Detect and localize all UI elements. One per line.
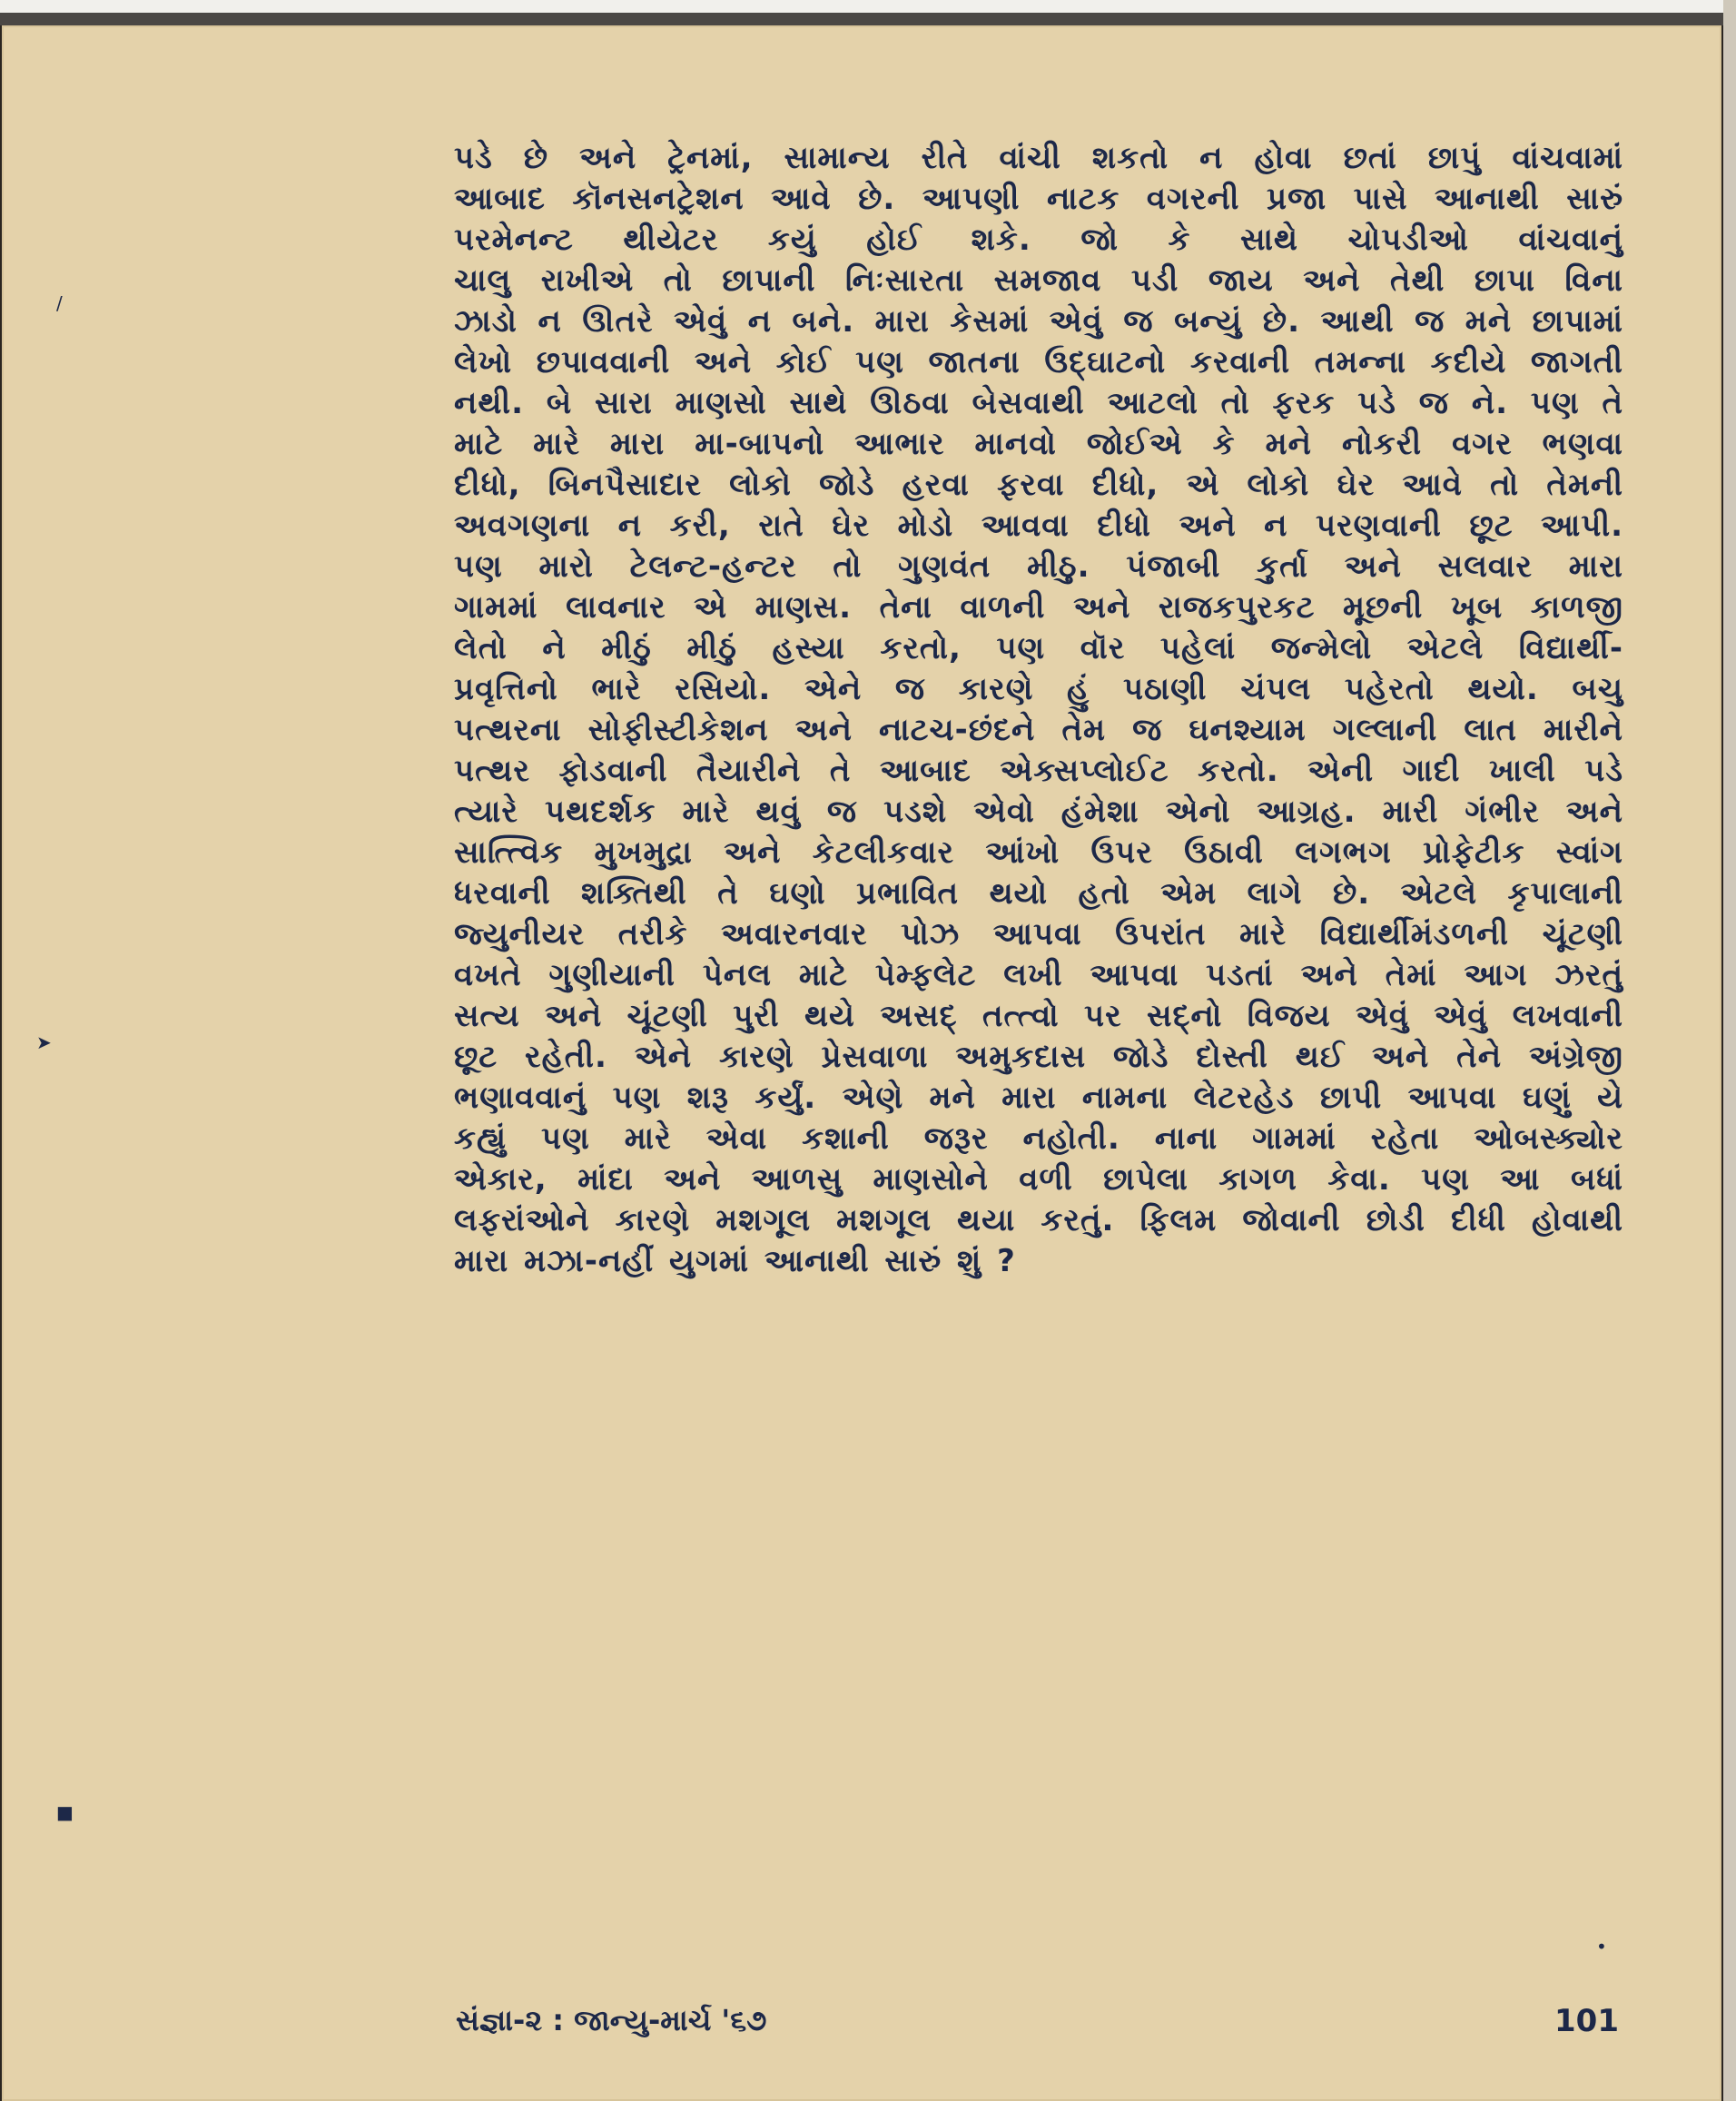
text-line: જ્યુનીયર તરીકે અવારનવાર પોઝ આપવા ઉપરાંત મારે વિદ્યાર્થીમંડળની ચૂંટણી [454,916,1623,952]
margin-mark: • [1596,1936,1607,1958]
text-line: પ્રવૃત્તિનો ભારે રસિયો. એને જ કારણે હું પઠાણી ચંપલ પહેરતો થયો. બચુ [454,671,1623,707]
text-line: મારા મઝા-નહીં યુગમાં આનાથી સારું શું ? [454,1243,1016,1279]
text-line: છૂટ રહેતી. એને કારણે પ્રેસવાળા અમુકદાસ જોડે દોસ્તી થઈ અને તેને અંગ્રેજી [454,1039,1623,1075]
text-line: લેતો ને મીઠું મીઠું હસ્યા કરતો, પણ વૉર પહેલાં જન્મેલો એટલે વિદ્યાર્થી- [454,630,1623,666]
text-line: ચાલુ રાખીએ તો છાપાની નિઃસારતા સમજાવ પડી જાય અને તેથી છાપા વિના [454,262,1623,299]
text-line: પરમેનન્ટ થીયેટર કયું હોઈ શકે. જો કે સાથે ચોપડીઓ વાંચવાનું [454,222,1623,258]
text-line: આબાદ કૉનસનટ્રેશન આવે છે. આપણી નાટક વગરની પ્રજા પાસે આનાથી સારું [454,181,1623,217]
scan-top-strip [0,0,1736,13]
scan-top-band [0,13,1725,25]
text-line: માટે મારે મારા મા-બાપનો આભાર માનવો જોઈએ કે મને નોકરી વગર ભણવા [454,426,1623,462]
text-line: પણ મારો ટેલન્ટ-હન્ટર તો ગુણવંત મીઠુ. પંજાબી કુર્તા અને સલવાર મારા [454,548,1623,585]
text-line: લેખો છપાવવાની અને કોઈ પણ જાતના ઉદ્ઘાટનો કરવાની તમન્ના કદીયે જાગતી [454,344,1623,380]
page-number: 101 [1554,2003,1619,2039]
text-line: કહ્યું પણ મારે એવા કશાની જરૂર નહોતી. નાના ગામમાં રહેતા ઓબસ્ક્યોર [454,1120,1623,1157]
body-paragraph [454,138,1623,1282]
text-line: દીધો, બિનપૈસાદાર લોકો જોડે હરવા ફરવા દીધો, એ લોકો ઘેર આવે તો તેમની [454,467,1623,503]
text-line: લફરાંઓને કારણે મશગૂલ મશગૂલ થયા કરતું. ફિલમ જોવાની છોડી દીધી હોવાથી [454,1202,1623,1238]
text-line: એકાર, માંદા અને આળસુ માણસોને વળી છાપેલા કાગળ કેવા. પણ આ બધાં [454,1161,1623,1198]
text-line: પત્થર ફોડવાની તૈયારીને તે આબાદ એક્સપ્લોઈટ કરતો. એની ગાદી ખાલી પડે [454,753,1623,789]
text-line: વખતે ગુણીયાની પેનલ માટે પેમ્ફલેટ લખી આપવા પડતાં અને તેમાં આગ ઝરતું [454,957,1623,993]
margin-mark: / [56,292,63,314]
margin-mark: ➤ [36,1031,52,1053]
scan-right-edge [1723,0,1736,2101]
text-line: ઝાડો ન ઊતરે એવું ન બને. મારા કેસમાં એવું જ બન્યું છે. આથી જ મને છાપામાં [454,303,1623,340]
text-line: ત્યારે પથદર્શક મારે થવું જ પડશે એવો હંમેશા એનો આગ્રહ. મારી ગંભીર અને [454,794,1623,830]
margin-mark: ■ [56,1801,74,1823]
text-line: પડે છે અને ટ્રેનમાં, સામાન્ય રીતે વાંચી શકતો ન હોવા છતાં છાપું વાંચવામાં [454,140,1623,176]
text-line: અવગણના ન કરી, રાતે ઘેર મોડો આવવા દીધો અને ન પરણવાની છૂટ આપી. [454,508,1623,544]
text-line: સાત્ત્વિક મુખમુદ્રા અને કેટલીકવાર આંખો ઉપર ઉઠાવી લગભગ પ્રોફેટીક સ્વાંગ [454,834,1623,871]
text-line: પત્થરના સોફીસ્ટીકેશન અને નાટચ-છંદને તેમ જ ઘનશ્યામ ગલ્લાની લાત મારીને [454,712,1623,748]
book-page [2,25,1721,2101]
text-line: સત્ય અને ચૂંટણી પુરી થયે અસદ્ તત્ત્વો પર સદ્નો વિજય એવું એવું લખવાની [454,998,1623,1034]
text-line: ભણાવવાનું પણ શરૂ કર્યું. એણે મને મારા નામના લેટરહેડ છાપી આપવા ઘણું યે [454,1080,1623,1116]
text-line: ધરવાની શક્તિથી તે ઘણો પ્રભાવિત થયો હતો એમ લાગે છે. એટલે કૃપાલાની [454,875,1623,912]
running-footer: સંજ્ઞા-૨ : જાન્યુ-માર્ચ '૬૭ [456,2003,767,2037]
text-line: ગામમાં લાવનાર એ માણસ. તેના વાળની અને રાજકપુરકટ મૂછની ખૂબ કાળજી [454,589,1623,626]
text-line: નથી. બે સારા માણસો સાથે ઊઠવા બેસવાથી આટલો તો ફરક પડે જ ને. પણ તે [454,385,1623,421]
